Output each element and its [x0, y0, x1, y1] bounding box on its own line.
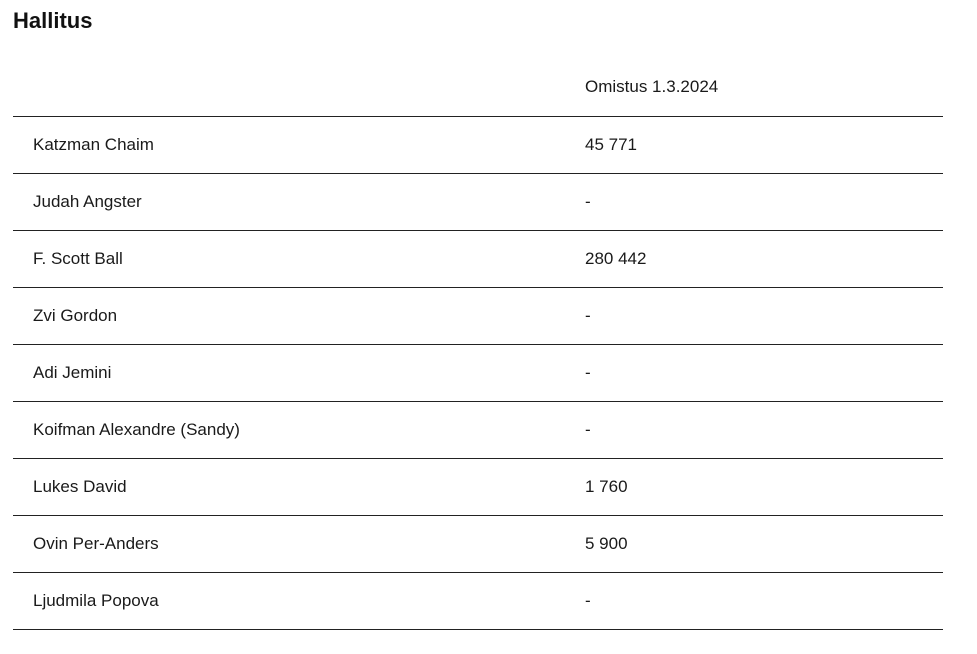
- table-row: [13, 174, 943, 231]
- table-row: [13, 516, 943, 573]
- member-name: Koifman Alexandre (Sandy): [33, 420, 240, 439]
- member-ownership: -: [585, 591, 591, 610]
- member-name: F. Scott Ball: [33, 249, 123, 268]
- table-row: [13, 573, 943, 630]
- table-header-row: [13, 60, 943, 117]
- member-name: Zvi Gordon: [33, 306, 118, 325]
- member-ownership: 1 760: [585, 477, 628, 496]
- column-header-ownership: Omistus 1.3.2024: [585, 77, 719, 96]
- table-row: [13, 117, 943, 174]
- member-ownership: 5 900: [585, 534, 628, 553]
- table-row: [13, 459, 943, 516]
- table-row: [13, 345, 943, 402]
- member-ownership: -: [585, 192, 591, 211]
- member-name: Judah Angster: [33, 192, 142, 211]
- table-row: [13, 402, 943, 459]
- table-row: [13, 288, 943, 345]
- board-ownership-table: [13, 60, 943, 630]
- section-title: Hallitus: [13, 8, 93, 33]
- member-name: Ljudmila Popova: [33, 591, 159, 610]
- member-ownership: -: [585, 306, 591, 325]
- member-name: Lukes David: [33, 477, 127, 496]
- member-name: Katzman Chaim: [33, 135, 154, 154]
- member-ownership: 45 771: [585, 135, 637, 154]
- member-ownership: -: [585, 363, 591, 382]
- member-name: Adi Jemini: [33, 363, 112, 382]
- member-name: Ovin Per-Anders: [33, 534, 159, 553]
- member-ownership: -: [585, 420, 591, 439]
- member-ownership: 280 442: [585, 249, 647, 268]
- table-row: [13, 231, 943, 288]
